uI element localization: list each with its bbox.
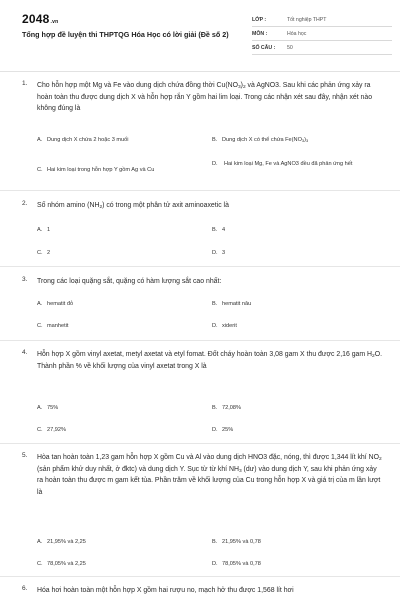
- option-text: 1: [47, 227, 51, 233]
- meta-row-count: [252, 43, 392, 55]
- option-text: hematit đỏ: [47, 301, 74, 307]
- option-text: Dung dịch X chứa 2 hoặc 3 muối: [47, 137, 129, 143]
- option-text: manhetit: [47, 323, 69, 329]
- question-divider: [0, 576, 400, 577]
- header-divider: [0, 71, 400, 72]
- option-letter: B.: [212, 301, 218, 307]
- meta-label: SỐ CÂU :: [252, 45, 276, 51]
- exam-meta: [252, 15, 392, 57]
- option-text: 78,05% và 0,78: [222, 561, 261, 567]
- option-text: Hai kim loại Mg, Fe và AgNO3 đều đã phản ứng hết: [224, 161, 353, 167]
- option-letter: D.: [212, 161, 218, 167]
- question-number: 3.: [22, 276, 28, 283]
- option-text: 27,92%: [47, 427, 66, 433]
- option-text: 21,95% và 0,78: [222, 539, 261, 545]
- option-letter: B.: [212, 137, 218, 143]
- option-letter: C.: [37, 167, 43, 173]
- question-text: Hòa tan hoàn toàn 1,23 gam hỗn hợp X gồm Cu và Al vào dung dịch HNO3 đặc, nóng, thì được 1,344 lít khí $NO_2$ (sản phẩm khử duy nhất, ở đktc) và dung dịch Y. Sục từ từ khí $NH_3$ (dư) vào dung dịch Y, sau khi phản ứng xảy ra hoàn toàn thu được m gam kết tủa. Phần trăm về khối lượng của Cu trong hỗn hợp X và giá trị của m lần lượt là: [37, 454, 382, 496]
- logo-suffix: .vn: [50, 19, 59, 25]
- question-number: 6.: [22, 585, 28, 592]
- question-divider: [0, 266, 400, 267]
- meta-value: Hóa học: [287, 31, 307, 37]
- meta-row-subject: [252, 29, 392, 41]
- option-letter: A.: [37, 137, 43, 143]
- option-letter: B.: [212, 405, 218, 411]
- option-text: xiderit: [222, 323, 237, 329]
- question-text: Trong các loại quặng sắt, quặng có hàm lượng sắt cao nhất:: [37, 278, 222, 285]
- option-letter: C.: [37, 323, 43, 329]
- option-letter: D.: [212, 250, 218, 256]
- option-letter: A.: [37, 227, 43, 233]
- option-text: hematit nâu: [222, 301, 252, 307]
- site-logo[interactable]: [22, 12, 58, 26]
- page-title: Tổng hợp đề luyện thi THPTQG Hóa Học có lời giải (Đề số 2): [22, 30, 229, 39]
- option-letter: D.: [212, 561, 218, 567]
- meta-value: 50: [287, 45, 293, 51]
- question-divider: [0, 190, 400, 191]
- option-letter: D.: [212, 427, 218, 433]
- question-number: 2.: [22, 200, 28, 207]
- page-header: [0, 0, 400, 60]
- question-text: Cho hỗn hợp một Mg và Fe vào dung dịch chứa đồng thời $Cu(NO_3)_2$ và AgNO3. Sau khi các phản ứng xảy ra hoàn toàn thu được dung dịch X và hỗn hợp rắn Y gồm hai lim loại. Trong các nhận xét sau đây, nhận xét nào không đúng là: [37, 82, 373, 112]
- question-divider: [0, 340, 400, 341]
- meta-label: LỚP :: [252, 17, 267, 23]
- meta-label: MÔN :: [252, 31, 268, 37]
- option-letter: A.: [37, 405, 43, 411]
- option-text: 25%: [222, 427, 234, 433]
- option-letter: B.: [212, 539, 218, 545]
- question-number: 5.: [22, 452, 28, 459]
- option-letter: B.: [212, 227, 218, 233]
- question-divider: [0, 443, 400, 444]
- option-text: Dung dịch X có thể chứa $Fe(NO_3)_3$: [222, 137, 309, 143]
- question-number: 4.: [22, 349, 28, 356]
- option-text: 75%: [47, 405, 59, 411]
- option-letter: C.: [37, 250, 43, 256]
- question-text: Hóa hơi hoàn toàn một hỗn hợp X gồm hai rượu no, mạch hở thu được 1,568 lít hơi: [37, 587, 294, 594]
- question-text: Số nhóm amino $(NH_2)$ có trong một phân tử axit aminoaxetic là: [37, 202, 229, 210]
- option-text: 78,05% và 2,25: [47, 561, 86, 567]
- option-text: 2: [47, 250, 51, 256]
- option-letter: C.: [37, 427, 43, 433]
- option-letter: C.: [37, 561, 43, 567]
- option-letter: A.: [37, 539, 43, 545]
- option-text: Hai kim loại trong hỗn hợp Y gồm Ag và Cu: [47, 167, 155, 173]
- question-text: Hỗn hợp X gồm vinyl axetat, metyl axetat và etyl fomat. Đốt cháy hoàn toàn 3,08 gam X thu được 2,16 gam $H_2O$. Thành phần % về khối lượng của vinyl axetat trong X là: [37, 351, 382, 370]
- option-letter: D.: [212, 323, 218, 329]
- meta-row-class: [252, 15, 392, 27]
- question-number: 1.: [22, 80, 28, 87]
- logo-text: 2048: [22, 12, 50, 26]
- option-text: 4: [222, 227, 226, 233]
- option-text: 72,08%: [222, 405, 241, 411]
- option-text: 21,95% và 2,25: [47, 539, 86, 545]
- option-letter: A.: [37, 301, 43, 307]
- option-text: 3: [222, 250, 226, 256]
- meta-value: Tốt nghiệp THPT: [287, 17, 327, 23]
